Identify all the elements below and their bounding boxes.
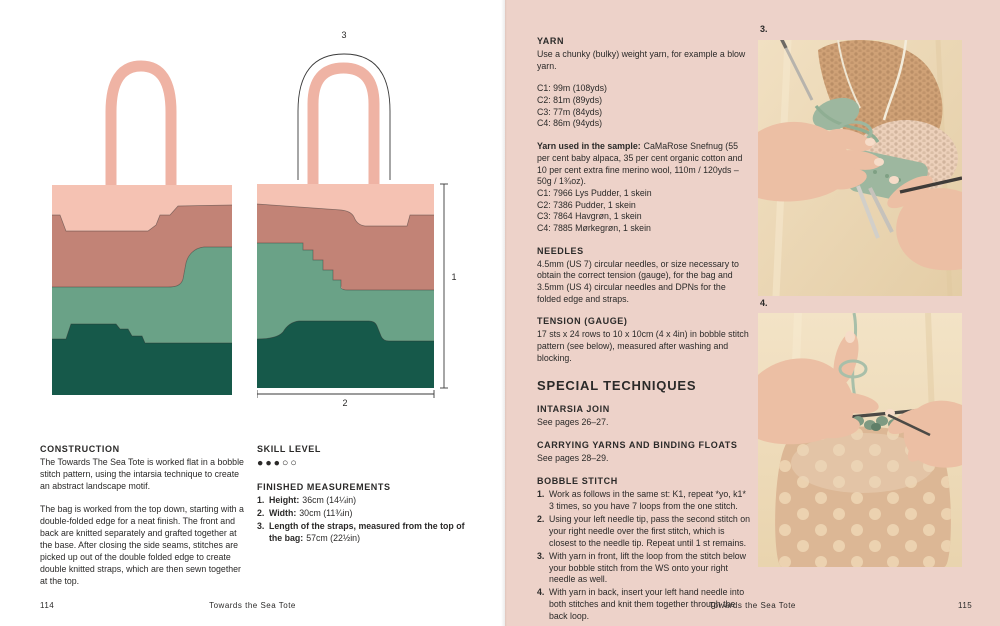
height-dimension-line <box>440 184 448 388</box>
intarsia-join-heading: INTARSIA JOIN <box>537 404 610 415</box>
finished-measurements-heading: FINISHED MEASUREMENTS <box>257 482 391 492</box>
construction-heading: CONSTRUCTION <box>40 444 120 454</box>
measurement-item: 1. Height: 36cm (14¼in) <box>257 495 357 505</box>
bobble-step: 1. Work as follows in the same st: K1, repeat *yo, k1* 3 times, so you have 7 loops from the one stitch. <box>537 488 746 511</box>
photo-step-4 <box>758 313 962 567</box>
yarn-sample: Yarn used in the sample: CaMaRose Snefnug (55 per cent baby alpaca, 35 per cent organic cotton and 10 per cent extra fine merino wool, 110m / 120yds – 50g / 1¾oz). <box>537 141 743 187</box>
carrying-yarns-heading: CARRYING YARNS AND BINDING FLOATS <box>537 440 738 451</box>
skill-level-heading: SKILL LEVEL <box>257 444 321 454</box>
width-dimension-line <box>257 390 434 398</box>
tote-front-diagram <box>52 58 232 395</box>
bobble-step: 3. With yarn in front, lift the loop from the stitch below your bobble stitch from the WS onto your right needle as well. <box>537 550 747 585</box>
strap-front <box>111 66 171 185</box>
photo-3-label: 3. <box>760 24 768 34</box>
special-techniques-heading: SPECIAL TECHNIQUES <box>537 378 697 394</box>
yarn-amount: C2: 81m (89yds) <box>537 95 603 106</box>
dimension-label-height: 1 <box>451 272 457 282</box>
measurement-item: 3. Length of the straps, measured from the top of the bag: 57cm (22½in) <box>257 520 465 543</box>
yarn-colorway: C2: 7386 Pudder, 1 skein <box>537 199 636 210</box>
dimension-label-width: 2 <box>342 398 348 408</box>
yarn-heading: YARN <box>537 36 565 46</box>
needles-heading: NEEDLES <box>537 245 584 256</box>
page-number-left: 114 <box>40 601 55 610</box>
yarn-amount: C1: 99m (108yds) <box>537 83 607 94</box>
yarn-amount: C3: 77m (84yds) <box>537 106 603 117</box>
page-number-right: 115 <box>958 601 973 610</box>
tension-text: 17 sts x 24 rows to 10 x 10cm (4 x 4in) in bobble stitch pattern (see below), measured after washing and blocking. <box>537 329 749 363</box>
running-title-left: Towards the Sea Tote <box>209 601 296 610</box>
pattern-info-column <box>537 36 750 624</box>
intarsia-join-text: See pages 26–27. <box>537 417 609 428</box>
measurements-section <box>257 444 467 546</box>
construction-para-1: The Towards The Sea Tote is worked flat in a bobble stitch pattern, using the intarsia technique to create an abstract landscape motif. <box>40 457 244 491</box>
bobble-step: 4. With yarn in back, insert your left hand needle into both stitches and knit them together through the back loop. <box>537 587 745 622</box>
yarn-intro: Use a chunky (bulky) weight yarn, for example a blow yarn. <box>537 49 746 71</box>
yarn-colorway: C4: 7885 Mørkegrøn, 1 skein <box>537 222 651 233</box>
needles-text: 4.5mm (US 7) circular needles, or size necessary to obtain the correct tension (gauge), for the bag and 3.5mm (US 4) circular needles and DPNs for the folded edge and straps. <box>537 258 739 304</box>
yarn-colorway: C1: 7966 Lys Pudder, 1 skein <box>537 187 652 198</box>
page-gutter <box>501 0 507 626</box>
tension-heading: TENSION (GAUGE) <box>537 316 628 327</box>
construction-section <box>40 444 246 599</box>
yarn-amount: C4: 86m (94yds) <box>537 118 603 129</box>
skill-level-dots: ●●●○○ <box>257 457 299 469</box>
tote-back-diagram <box>257 38 470 418</box>
bobble-stitch-heading: BOBBLE STITCH <box>537 475 618 486</box>
strap-back <box>313 68 374 184</box>
dimension-label-straps: 3 <box>341 30 347 40</box>
bobble-step: 2. Using your left needle tip, pass the second stitch on your right needle over the first stitch, which is closest to the needle tip. Repeat until 1 st remains. <box>537 513 750 548</box>
photo-4-label: 4. <box>760 298 768 308</box>
construction-para-2: The bag is worked from the top down, starting with a double-folded edge for a neat finish. The front and back are knitted separately and grafted together at the base. After closing the side seams, stitches are picked up out of the double folded edge to create double knitted straps, which are then sewn together at the top. <box>40 503 244 586</box>
measurement-item: 2. Width: 30cm (11¾in) <box>257 507 353 518</box>
carrying-yarns-text: See pages 28–29. <box>537 453 609 464</box>
running-title-right: Towards the Sea Tote <box>709 601 796 610</box>
measurements-list <box>257 495 467 545</box>
yarn-colorway: C3: 7864 Havgrøn, 1 skein <box>537 211 642 222</box>
photo-step-3 <box>758 40 962 296</box>
